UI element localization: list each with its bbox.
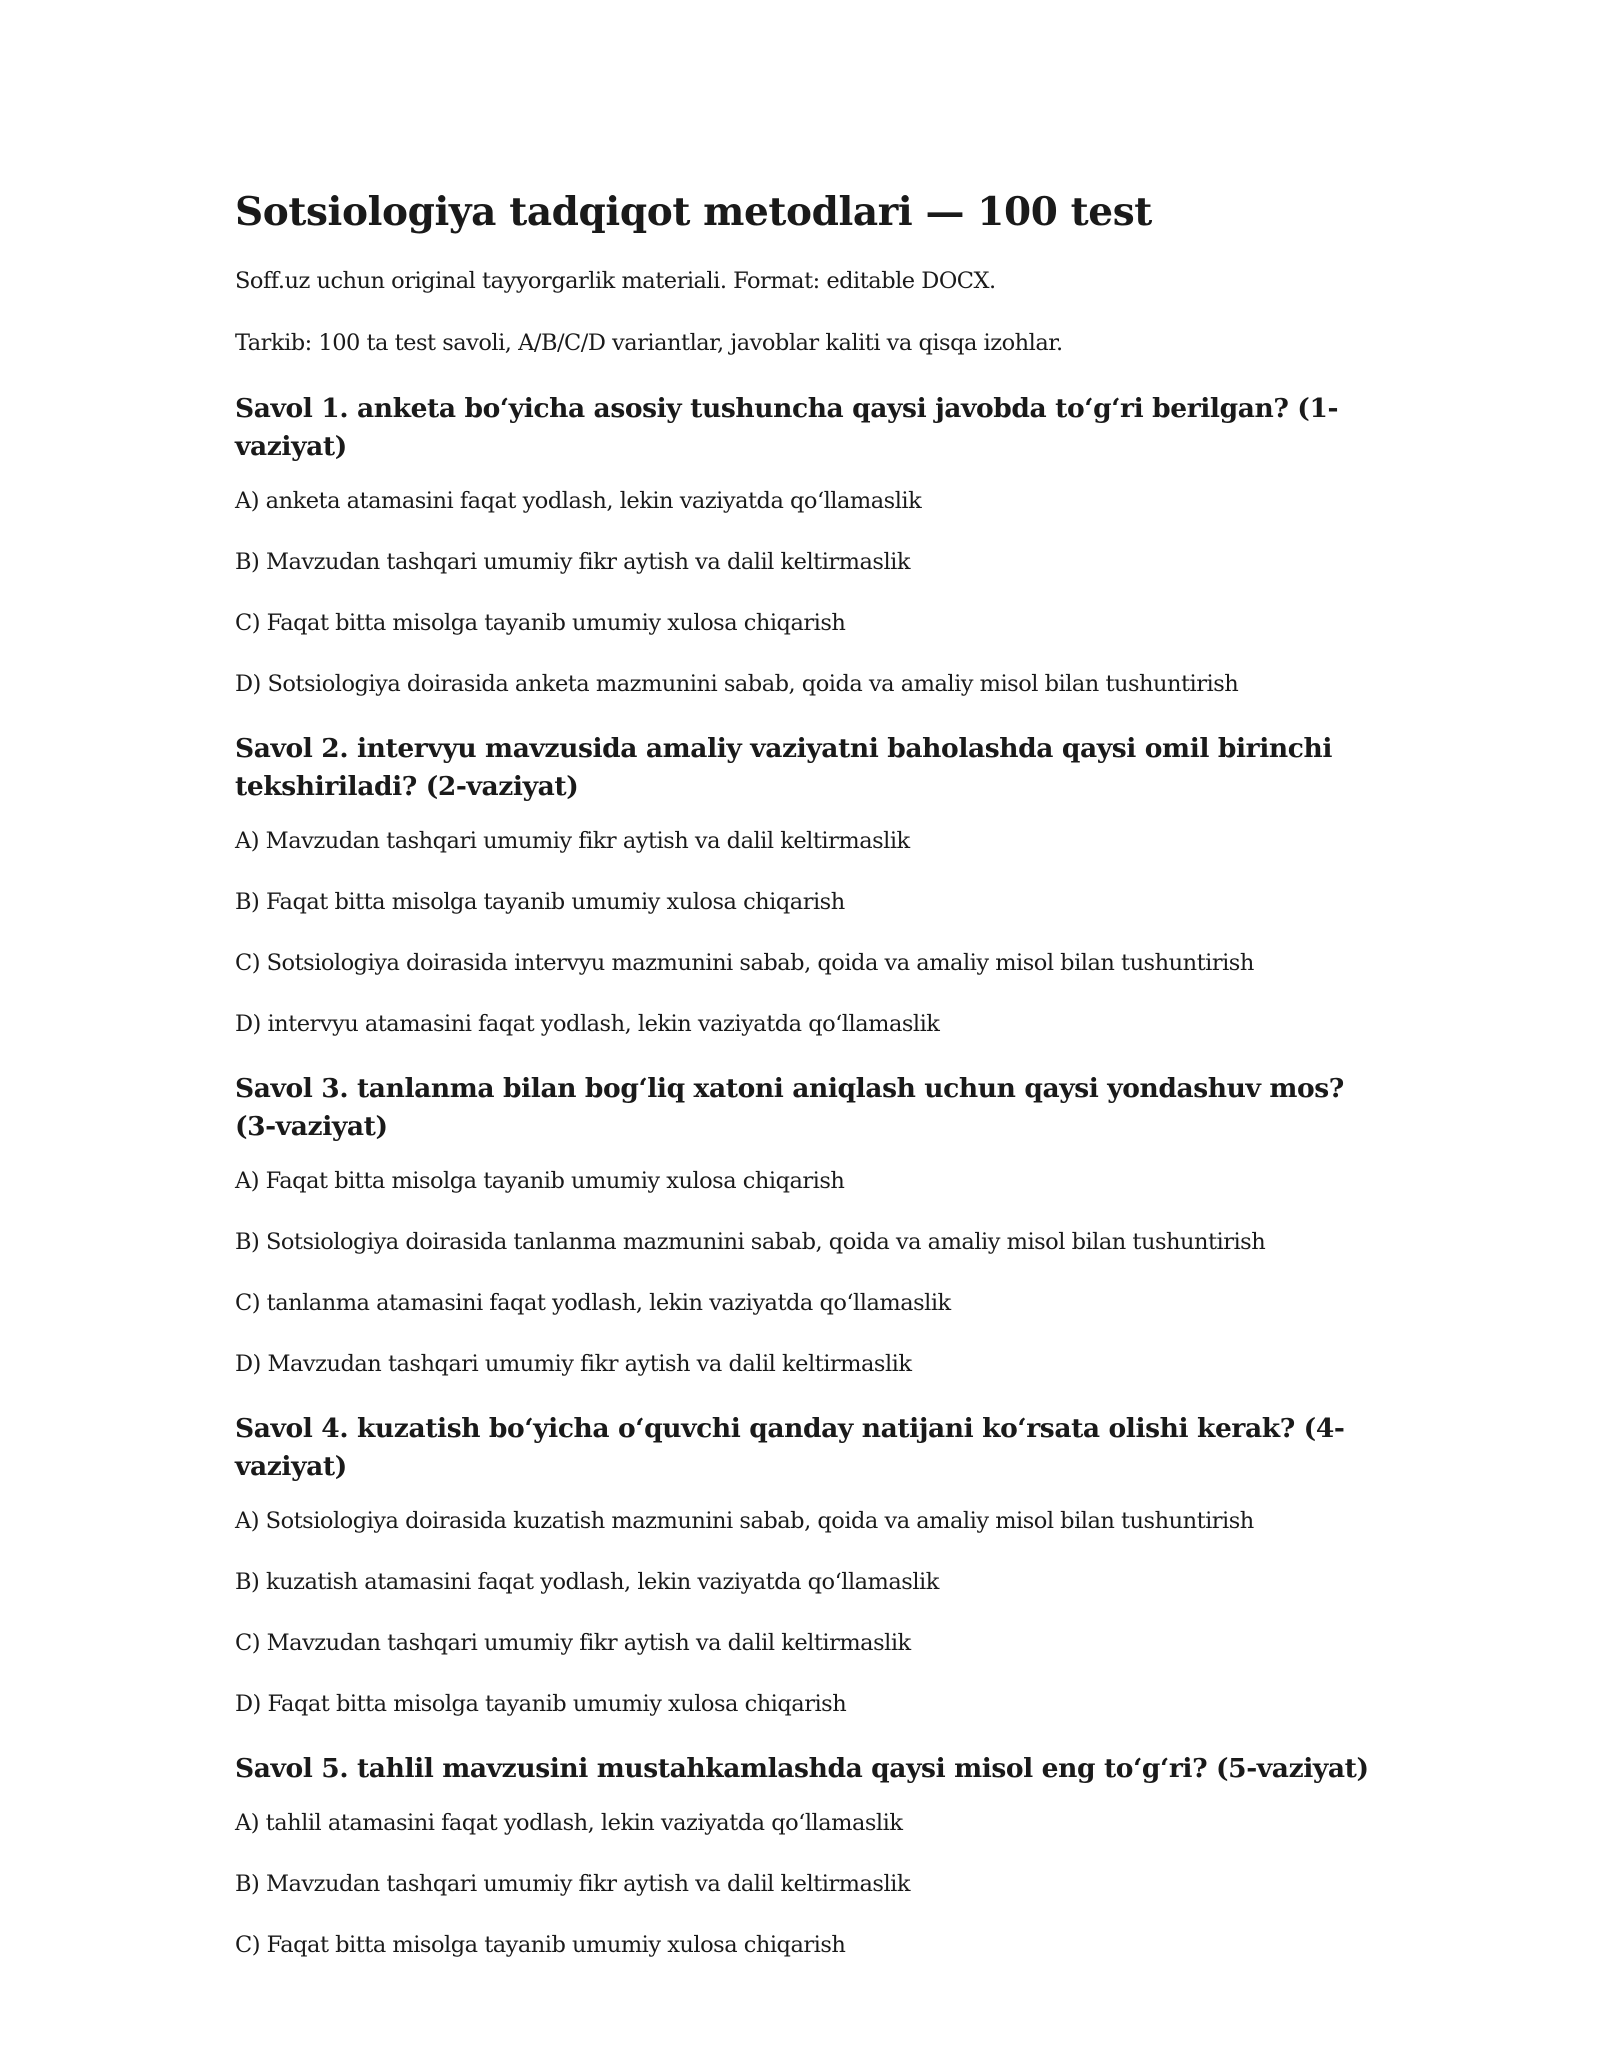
answer-option: C) tanlanma atamasini faqat yodlash, lekin vaziyatda qo‘llamaslik	[235, 1290, 951, 1316]
question-block	[235, 1750, 1415, 1960]
intro-paragraph: Soff.uz uchun original tayyorgarlik materiali. Format: editable DOCX.	[235, 268, 996, 294]
answer-option: A) Faqat bitta misolga tayanib umumiy xulosa chiqarish	[235, 1168, 845, 1194]
answer-option: A) tahlil atamasini faqat yodlash, lekin vaziyatda qo‘llamaslik	[235, 1810, 903, 1836]
document-title: Sotsiologiya tadqiqot metodlari — 100 test	[235, 189, 1152, 235]
answer-option: B) kuzatish atamasini faqat yodlash, lekin vaziyatda qo‘llamaslik	[235, 1569, 939, 1595]
answer-option: A) Sotsiologiya doirasida kuzatish mazmunini sabab, qoida va amaliy misol bilan tushuntirish	[235, 1508, 1254, 1534]
question-block	[235, 1070, 1415, 1379]
answer-option: C) Sotsiologiya doirasida intervyu mazmunini sabab, qoida va amaliy misol bilan tushuntirish	[235, 950, 1254, 976]
answer-option: B) Faqat bitta misolga tayanib umumiy xulosa chiqarish	[235, 889, 845, 915]
answer-option: D) intervyu atamasini faqat yodlash, lekin vaziyatda qo‘llamaslik	[235, 1011, 940, 1037]
question-text: Savol 4. kuzatish bo‘yicha o‘quvchi qanday natijani ko‘rsata olishi kerak? (4-vaziyat)	[235, 1413, 1345, 1482]
answer-option: A) anketa atamasini faqat yodlash, lekin vaziyatda qo‘llamaslik	[235, 488, 922, 514]
question-block	[235, 730, 1415, 1039]
document-page	[235, 186, 1415, 1991]
question-text: Savol 5. tahlil mavzusini mustahkamlashda qaysi misol eng to‘g‘ri? (5-vaziyat)	[235, 1753, 1369, 1784]
answer-option: C) Faqat bitta misolga tayanib umumiy xulosa chiqarish	[235, 1932, 846, 1958]
question-text: Savol 3. tanlanma bilan bog‘liq xatoni aniqlash uchun qaysi yondashuv mos? (3-vaziyat)	[235, 1073, 1344, 1142]
answer-option: B) Mavzudan tashqari umumiy fikr aytish va dalil keltirmaslik	[235, 1871, 910, 1897]
question-block	[235, 1410, 1415, 1719]
question-block	[235, 390, 1415, 699]
answer-option: C) Faqat bitta misolga tayanib umumiy xulosa chiqarish	[235, 610, 846, 636]
answer-option: B) Sotsiologiya doirasida tanlanma mazmunini sabab, qoida va amaliy misol bilan tushuntirish	[235, 1229, 1266, 1255]
answer-option: B) Mavzudan tashqari umumiy fikr aytish va dalil keltirmaslik	[235, 549, 910, 575]
answer-option: C) Mavzudan tashqari umumiy fikr aytish va dalil keltirmaslik	[235, 1630, 911, 1656]
answer-option: D) Sotsiologiya doirasida anketa mazmunini sabab, qoida va amaliy misol bilan tushuntirish	[235, 671, 1239, 697]
question-text: Savol 2. intervyu mavzusida amaliy vaziyatni baholashda qaysi omil birinchi tekshiriladi? (2-vaziyat)	[235, 733, 1333, 802]
answer-option: A) Mavzudan tashqari umumiy fikr aytish va dalil keltirmaslik	[235, 828, 910, 854]
question-text: Savol 1. anketa bo‘yicha asosiy tushuncha qaysi javobda to‘g‘ri berilgan? (1-vaziyat)	[235, 393, 1339, 462]
answer-option: D) Mavzudan tashqari umumiy fikr aytish va dalil keltirmaslik	[235, 1351, 912, 1377]
intro-paragraph: Tarkib: 100 ta test savoli, A/B/C/D variantlar, javoblar kaliti va qisqa izohlar.	[235, 330, 1063, 356]
answer-option: D) Faqat bitta misolga tayanib umumiy xulosa chiqarish	[235, 1691, 847, 1717]
